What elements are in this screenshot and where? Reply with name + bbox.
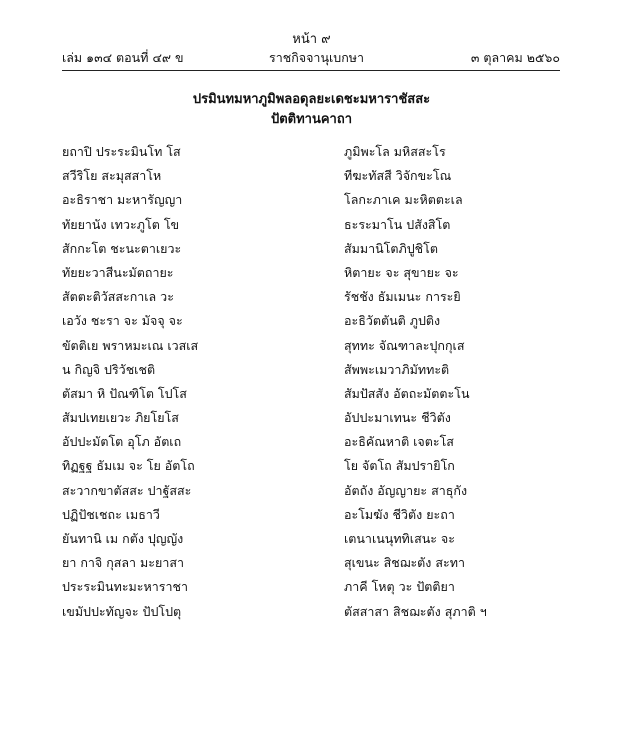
verse-second-half: อัปปะมาเทนะ ชีวิตัง — [344, 410, 451, 426]
verse-second-half: รัชชัง ธัมเมนะ การะยิ — [344, 289, 461, 305]
verse-second-half: สุเขนะ สิชฌะตัง สะทา — [344, 555, 465, 571]
verse-second-half: สัพพะเมวาภิมัททะติ — [344, 361, 450, 377]
verse-second-half: หิตายะ จะ สุขายะ จะ — [344, 264, 459, 280]
verse-line — [62, 336, 560, 360]
verse-line — [62, 553, 560, 577]
verse-line — [62, 311, 560, 335]
verse-second-half: ธะระมาโน ปสังสิโต — [344, 216, 451, 232]
verse-line — [62, 577, 560, 601]
verse-first-half: เขมัปปะทัญจะ ปัปโปตุ — [62, 603, 182, 619]
verse-line — [62, 287, 560, 311]
verse-second-half: อะธิวัตตันติ ภูปติง — [344, 313, 441, 329]
verse-line — [62, 602, 560, 626]
verse-first-half: สะวากขาตัสสะ ปาฐัสสะ — [62, 482, 192, 498]
verse-second-half: อะโมฆัง ชีวิตัง ยะถา — [344, 506, 455, 522]
volume-issue: เล่ม ๑๓๔ ตอนที่ ๔๙ ข — [62, 50, 184, 65]
gazette-name: ราชกิจจานุเบกษา — [269, 50, 365, 65]
verse-line — [62, 215, 560, 239]
verse-line — [62, 456, 560, 480]
verse-first-half: ยา กาจิ กุสลา มะยาสา — [62, 555, 184, 571]
document-title: ปรมินทมหาภูมิพลอดุลยะเดชะมหาราชัสสะ — [192, 92, 431, 107]
publication-date: ๓ ตุลาคม ๒๕๖๐ — [470, 50, 560, 65]
verse-first-half: อัปปะมัตโต อุโภ อัตเถ — [62, 434, 182, 450]
verse-first-half: สัมปเทยเยวะ ภิยโยโส — [62, 410, 179, 426]
verse-second-half: โย จัตโถ สัมปรายิโก — [344, 458, 455, 474]
verse-first-half: ตัสมา หิ ปัณฑิโต โปโส — [62, 385, 187, 401]
verse-second-half: โลกะภาเค มะหิตตะเล — [344, 192, 463, 208]
verse-list — [62, 142, 560, 626]
verse-second-half: เตนาเนนุททิเสนะ จะ — [344, 531, 455, 546]
verse-line — [62, 408, 560, 432]
verse-first-half: สวีริโย สะมุสสาโห — [62, 168, 162, 184]
page-number: หน้า ๙ — [292, 32, 331, 47]
verse-second-half: ตัสสาสา สิชฌะตัง สุภาติ ฯ — [344, 603, 487, 619]
verse-first-half: ยถาปิ ประระมินโท โส — [62, 144, 181, 159]
verse-first-half: ยันทานิ เม กตัง ปุญญัง — [62, 531, 184, 546]
verse-first-half: ประระมินทะมะหาราชา — [62, 579, 188, 595]
verse-second-half: สัมปัสสัง อัตถะมัตตะโน — [344, 385, 470, 401]
verse-first-half: อะธิราชา มะหารัญญา — [62, 192, 183, 208]
verse-second-half: ทีฆะทัสสี วิจักขะโณ — [344, 168, 452, 184]
verse-line — [62, 432, 560, 456]
verse-line — [62, 263, 560, 287]
verse-second-half: อะธิคัณหาติ เจตะโส — [344, 434, 454, 450]
verse-first-half: น กิญจิ ปริวัชเชติ — [62, 361, 156, 377]
verse-first-half: เอวัง ชะรา จะ มัจจุ จะ — [62, 313, 183, 329]
gazette-header — [62, 48, 560, 68]
verse-line — [62, 505, 560, 529]
verse-line — [62, 239, 560, 263]
verse-first-half: ขัตติเย พราหมะเณ เวสเส — [62, 337, 199, 353]
verse-line — [62, 384, 560, 408]
verse-first-half: สักกะโต ชะนะตาเยวะ — [62, 240, 182, 256]
verse-line — [62, 166, 560, 190]
verse-second-half: อัตถัง อัญญายะ สาธุกัง — [344, 482, 468, 498]
verse-second-half: ภูมิพะโล มหิสสะโร — [344, 144, 446, 159]
verse-line — [62, 529, 560, 553]
header-divider — [62, 70, 560, 71]
verse-line — [62, 481, 560, 505]
document-subtitle: ปัตติทานคาถา — [270, 112, 353, 127]
verse-first-half: สัตตะติวัสสะกาเล วะ — [62, 289, 174, 305]
verse-line — [62, 142, 560, 166]
verse-second-half: สัมมานิโตภิปูชิโต — [344, 240, 438, 256]
verse-second-half: ภาคี โหตุ วะ ปัตติยา — [344, 579, 455, 595]
verse-first-half: ปฏิปัชเชถะ เมธาวี — [62, 506, 160, 522]
verse-first-half: ทิฏฐฐ ธัมเม จะ โย อัตโถ — [62, 458, 195, 474]
verse-line — [62, 360, 560, 384]
verse-first-half: ทัยยะวาสีนะมัตถายะ — [62, 264, 174, 280]
verse-line — [62, 190, 560, 214]
verse-second-half: สุททะ จัณฑาละปุกกุเส — [344, 337, 465, 353]
verse-first-half: ทัยยานัง เทวะภูโต โข — [62, 216, 180, 232]
